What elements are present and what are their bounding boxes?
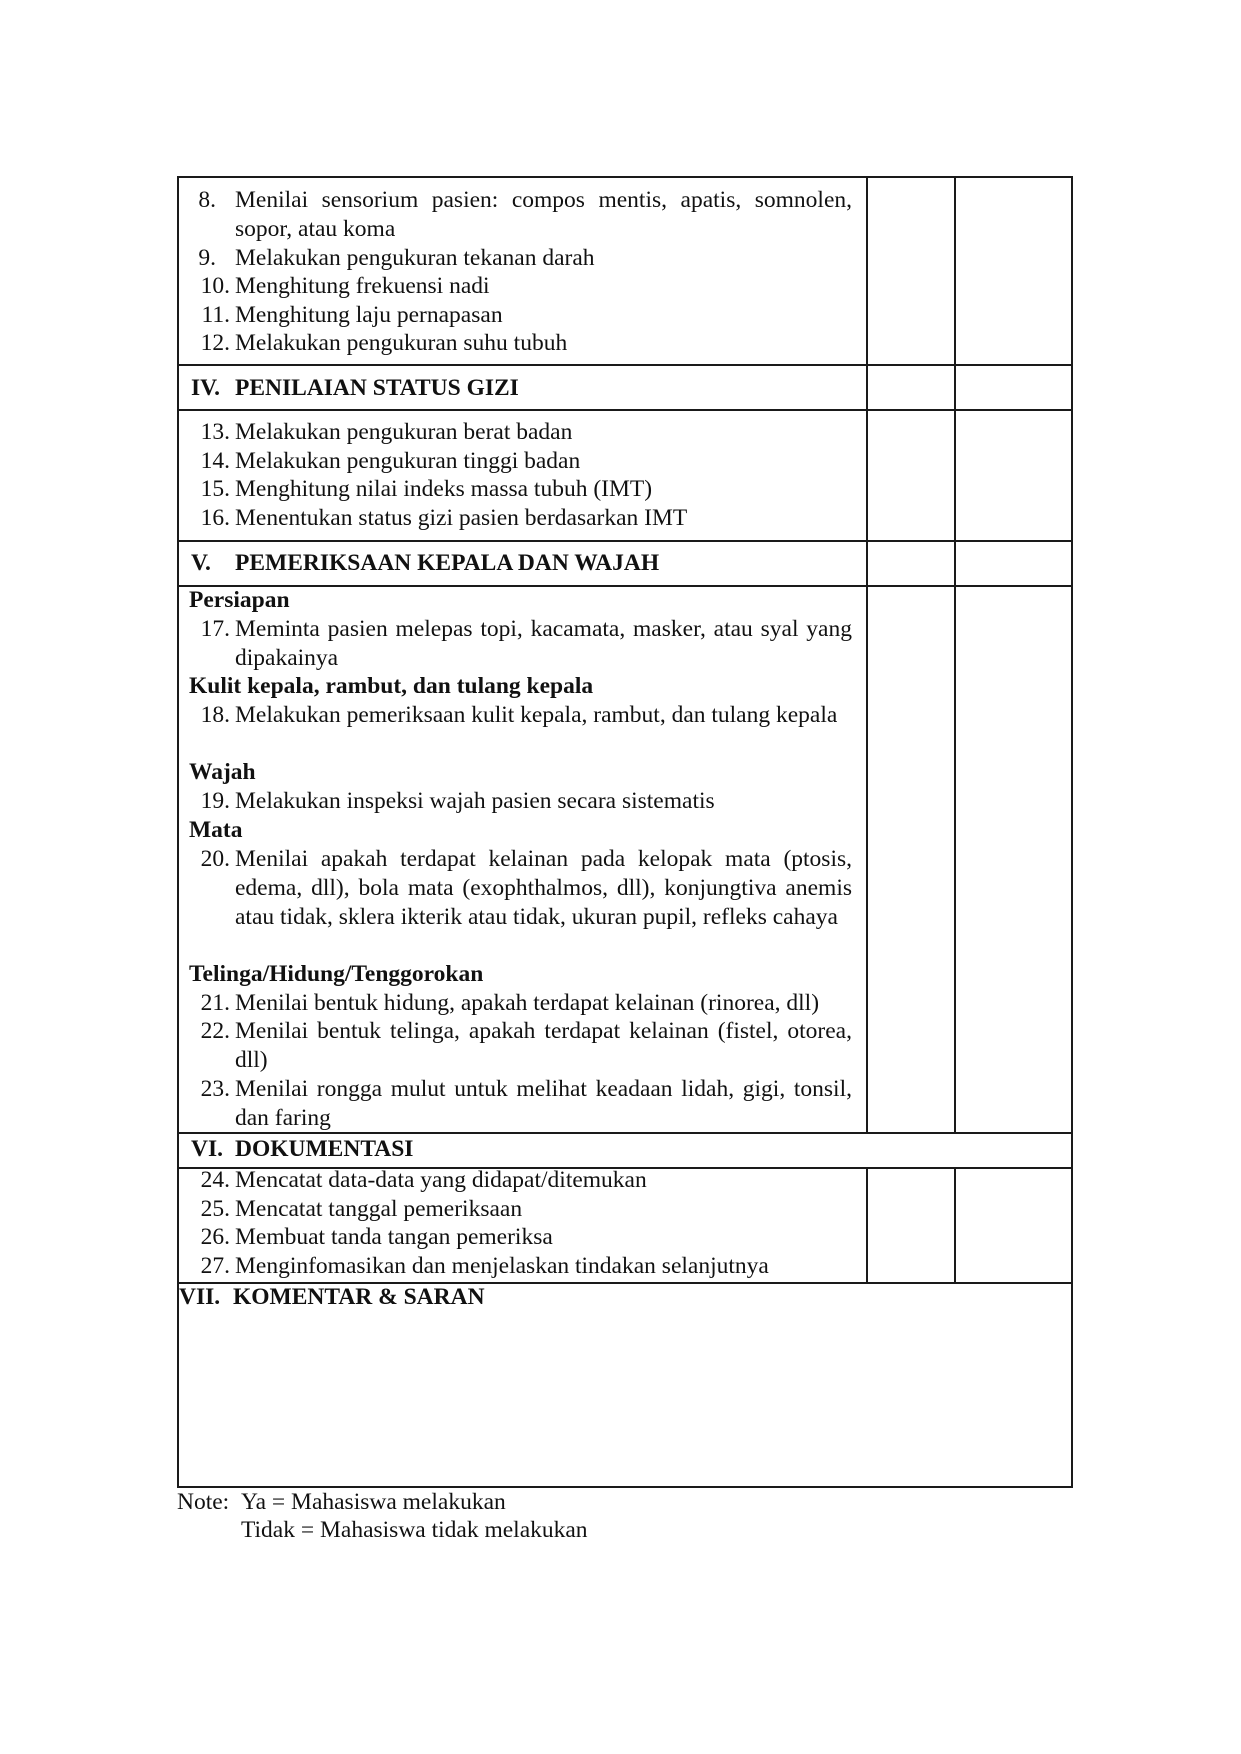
note-label: Note: [177,1489,230,1515]
item-number: 24. [200,1167,230,1193]
column-divider-tidak-vi [954,1168,956,1282]
table-border-top [177,176,1073,178]
group-heading: Wajah [189,759,256,785]
item-text: Melakukan pengukuran suhu tubuh [235,330,568,356]
item-number: 25. [200,1196,230,1222]
item-text: Menentukan status gizi pasien berdasarkan IMT [235,505,688,531]
item-number: 27. [200,1253,230,1279]
section-number: V. [191,550,211,576]
column-divider-ya [866,177,868,1133]
item-text: Menghitung frekuensi nadi [235,273,490,299]
item-number: 12. [200,330,230,356]
note-line-ya: Ya = Mahasiswa melakukan [241,1489,506,1515]
item-text: Melakukan inspeksi wajah pasien secara sistematis [235,788,715,814]
group-heading: Persiapan [189,587,290,613]
section-title: KOMENTAR & SARAN [233,1284,485,1310]
section-number: VI. [191,1136,223,1162]
item-number: 17. [200,616,230,642]
item-number: 14. [200,448,230,474]
section-title: DOKUMENTASI [235,1136,414,1162]
item-text: Melakukan pengukuran berat badan [235,419,573,445]
item-number: 10. [200,273,230,299]
row-divider [177,409,1073,411]
item-text: Menilai apakah terdapat kelainan pada kelopak mata (ptosis, edema, dll), bola mata (exophthalmos, dll), konjungtiva anemis atau tidak, sklera ikterik atau tidak, ukuran pupil, refleks cahaya [235,846,852,930]
group-heading: Telinga/Hidung/Tenggorokan [189,961,484,987]
item-number: 21. [200,990,230,1016]
item-number: 26. [200,1224,230,1250]
table-border-right [1071,177,1073,1488]
comment-box[interactable] [180,1312,1070,1484]
item-text: Menilai bentuk telinga, apakah terdapat kelainan (fistel, otorea, dll) [235,1018,852,1073]
item-number: 19. [200,788,230,814]
item-text: Menilai rongga mulut untuk melihat keadaan lidah, gigi, tonsil, dan faring [235,1076,852,1131]
group-heading: Mata [189,817,243,843]
row-divider [177,364,1073,366]
section-number: IV. [191,375,220,401]
row-divider [177,585,1073,587]
item-text: Membuat tanda tangan pemeriksa [235,1224,553,1250]
item-text: Melakukan pemeriksaan kulit kepala, rambut, dan tulang kepala [235,702,838,728]
item-text: Menilai sensorium pasien: compos mentis, apatis, somnolen, sopor, atau koma [235,187,852,242]
item-text: Menghitung nilai indeks massa tubuh (IMT) [235,476,653,502]
row-divider [177,540,1073,542]
item-text: Mencatat tanggal pemeriksaan [235,1196,523,1222]
group-heading: Kulit kepala, rambut, dan tulang kepala [189,673,594,699]
note-line-tidak: Tidak = Mahasiswa tidak melakukan [241,1517,588,1543]
section-title: PENILAIAN STATUS GIZI [235,375,519,401]
item-text: Mencatat data-data yang didapat/ditemukan [235,1167,647,1193]
item-text: Menginfomasikan dan menjelaskan tindakan selanjutnya [235,1253,769,1279]
item-number: 13. [200,419,230,445]
column-divider-tidak [954,177,956,1133]
item-number: 23. [200,1076,230,1102]
item-number: 20. [200,846,230,872]
item-text: Melakukan pengukuran tekanan darah [235,245,595,271]
item-text: Meminta pasien melepas topi, kacamata, masker, atau syal yang dipakainya [235,616,852,671]
item-text: Menilai bentuk hidung, apakah terdapat kelainan (rinorea, dll) [235,990,820,1016]
item-number: 15. [200,476,230,502]
section-title: PEMERIKSAAN KEPALA DAN WAJAH [235,550,660,576]
section-number: VII. [179,1284,221,1310]
item-text: Menghitung laju pernapasan [235,302,503,328]
item-number: 18. [200,702,230,728]
item-number: 9. [198,245,216,271]
item-number: 11. [201,302,230,328]
column-divider-ya-vi [866,1168,868,1282]
item-number: 22. [200,1018,230,1044]
item-number: 8. [198,187,216,213]
item-number: 16. [200,505,230,531]
item-text: Melakukan pengukuran tinggi badan [235,448,581,474]
